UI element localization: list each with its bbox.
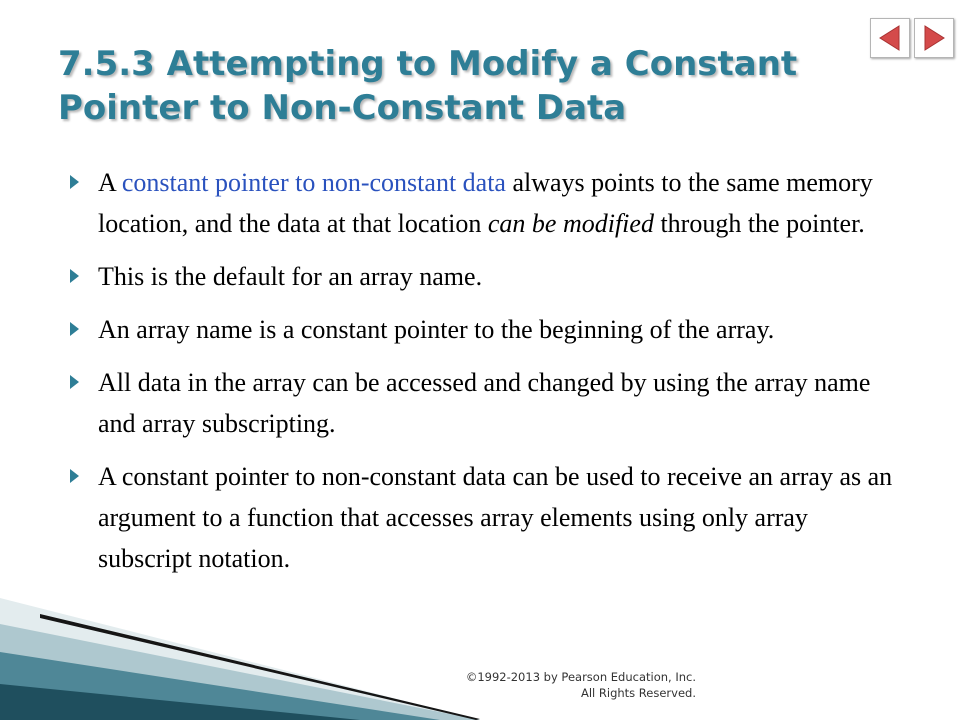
slide-navigation (866, 18, 954, 58)
bullet-text-segment: A (98, 168, 122, 197)
copyright-line-2: All Rights Reserved. (580, 686, 696, 700)
bullet-arrow-icon (70, 322, 79, 336)
bullet-arrow-icon (70, 269, 79, 283)
copyright-notice (420, 669, 696, 701)
bullet-text: A constant pointer to non-constant data can be used to receive an array as an argument to a function that accesses array elements using only array subscript notation. (98, 462, 893, 573)
slide-title (58, 42, 878, 130)
previous-slide-button[interactable] (870, 18, 910, 58)
bullet-text-segment: through the pointer. (653, 209, 865, 238)
decorative-swoosh (0, 580, 480, 720)
next-slide-button[interactable] (914, 18, 954, 58)
triangle-left-icon (871, 19, 909, 57)
bullet-item (64, 162, 904, 244)
bullet-item (64, 456, 904, 579)
bullet-text: All data in the array can be accessed and changed by using the array name and array subscripting. (98, 368, 871, 438)
bullet-item (64, 362, 904, 444)
bullet-text: This is the default for an array name. (98, 262, 483, 291)
bullet-arrow-icon (70, 375, 79, 389)
copyright-line-1: ©1992-2013 by Pearson Education, Inc. (465, 670, 696, 684)
slide-title-line-1: 7.5.3 Attempting to Modify a Constant (58, 44, 798, 84)
emphasized-text: can be modified (487, 209, 654, 238)
bullet-text: An array name is a constant pointer to the beginning of the array. (98, 315, 775, 344)
triangle-right-icon (915, 19, 953, 57)
highlighted-term: constant pointer to non-constant data (121, 168, 506, 197)
bullet-arrow-icon (70, 175, 79, 189)
bullet-item (64, 309, 904, 350)
bullet-text-segment: always points to the same memory location, and the data at that location (98, 168, 873, 238)
bullet-list (64, 162, 904, 591)
bullet-item (64, 256, 904, 297)
slide-title-line-2: Pointer to Non-Constant Data (58, 88, 627, 128)
bullet-arrow-icon (70, 469, 79, 483)
